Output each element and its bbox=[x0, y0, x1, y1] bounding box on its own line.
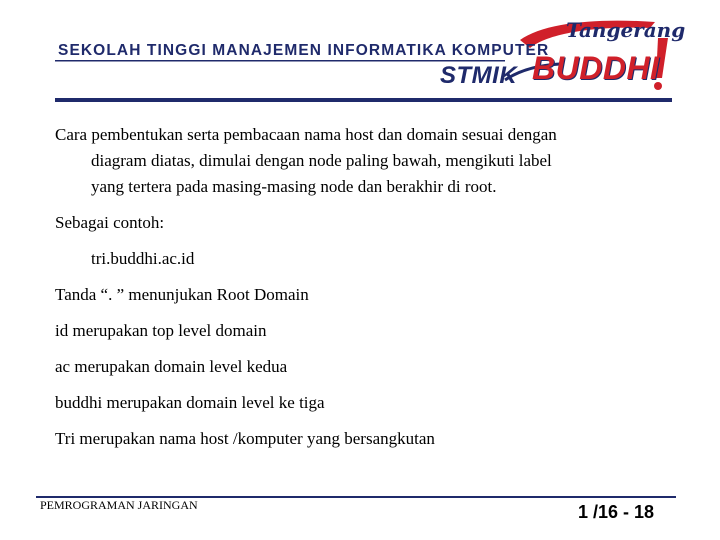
slide-body bbox=[55, 122, 665, 462]
example-label: Sebagai contoh: bbox=[55, 213, 165, 232]
intro-paragraph bbox=[55, 122, 665, 200]
logo-tangerang-text: Tangerang bbox=[566, 18, 686, 42]
explanation-line: buddhi merupakan domain level ke tiga bbox=[55, 393, 325, 412]
logo-buddhi-text: BUDDHI bbox=[532, 50, 660, 86]
logo-stmik-text: STMIK bbox=[440, 62, 518, 89]
footer-course-title: PEMROGRAMAN JARINGAN bbox=[40, 498, 198, 512]
intro-line-3: yang tertera pada masing-masing node dan berakhir di root. bbox=[91, 177, 497, 196]
explanation-line: ac merupakan domain level kedua bbox=[55, 357, 288, 376]
explanation-line: Tri merupakan nama host /komputer yang bersangkutan bbox=[55, 429, 435, 448]
footer-page-number: 1 /16 - 18 bbox=[578, 502, 655, 522]
institution-name: SEKOLAH TINGGI MANAJEMEN INFORMATIKA KOMPUTER bbox=[58, 42, 550, 59]
intro-line-1: Cara pembentukan serta pembacaan nama host dan domain sesuai dengan bbox=[55, 125, 557, 144]
explanation-line: id merupakan top level domain bbox=[55, 321, 267, 340]
example-domain: tri.buddhi.ac.id bbox=[91, 249, 195, 268]
explanation-line: Tanda “. ” menunjukan Root Domain bbox=[55, 285, 309, 304]
slide-header bbox=[0, 0, 720, 110]
intro-line-2: diagram diatas, dimulai dengan node paling bawah, mengikuti label bbox=[91, 151, 552, 170]
